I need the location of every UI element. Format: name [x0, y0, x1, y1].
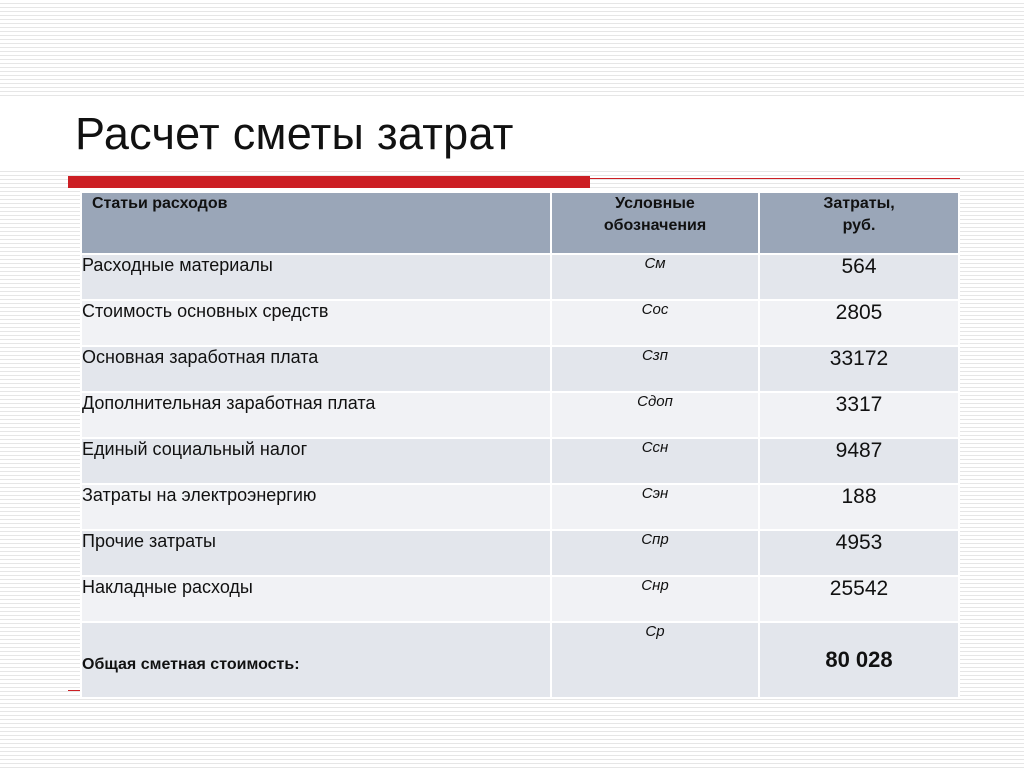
table-row	[81, 576, 959, 622]
row-cost: 3317	[759, 392, 959, 438]
header-items: Статьи расходов	[81, 192, 551, 254]
row-item: Основная заработная плата	[81, 346, 551, 392]
row-item: Расходные материалы	[81, 254, 551, 300]
row-item: Дополнительная заработная плата	[81, 392, 551, 438]
row-item: Затраты на электроэнергию	[81, 484, 551, 530]
row-code: Сос	[551, 300, 759, 346]
row-cost: 4953	[759, 530, 959, 576]
row-item: Прочие затраты	[81, 530, 551, 576]
decorative-tick	[68, 690, 80, 691]
slide-title: Расчет сметы затрат	[75, 108, 514, 159]
row-item: Стоимость основных средств	[81, 300, 551, 346]
table-row	[81, 392, 959, 438]
title-underline-bar	[68, 176, 590, 188]
total-cost: 80 028	[759, 622, 959, 698]
title-underline-line	[590, 178, 960, 179]
row-item: Накладные расходы	[81, 576, 551, 622]
row-cost: 9487	[759, 438, 959, 484]
row-cost: 33172	[759, 346, 959, 392]
row-code: См	[551, 254, 759, 300]
row-code: Снр	[551, 576, 759, 622]
row-cost: 25542	[759, 576, 959, 622]
table-row	[81, 300, 959, 346]
row-cost: 564	[759, 254, 959, 300]
table-row	[81, 530, 959, 576]
total-label: Общая сметная стоимость:	[81, 622, 551, 698]
row-code: Ссн	[551, 438, 759, 484]
row-code: Сэн	[551, 484, 759, 530]
row-code: Сдоп	[551, 392, 759, 438]
table-row	[81, 254, 959, 300]
row-item: Единый социальный налог	[81, 438, 551, 484]
table-row	[81, 438, 959, 484]
header-codes: Условные обозначения	[551, 192, 759, 254]
row-code: Спр	[551, 530, 759, 576]
table-header-row	[81, 192, 959, 254]
header-costs: Затраты, руб.	[759, 192, 959, 254]
row-cost: 2805	[759, 300, 959, 346]
row-code: Сзп	[551, 346, 759, 392]
table-total-row	[81, 622, 959, 698]
table-row	[81, 346, 959, 392]
cost-estimate-table	[80, 191, 960, 699]
table-row	[81, 484, 959, 530]
row-cost: 188	[759, 484, 959, 530]
total-code: Ср	[551, 622, 759, 698]
